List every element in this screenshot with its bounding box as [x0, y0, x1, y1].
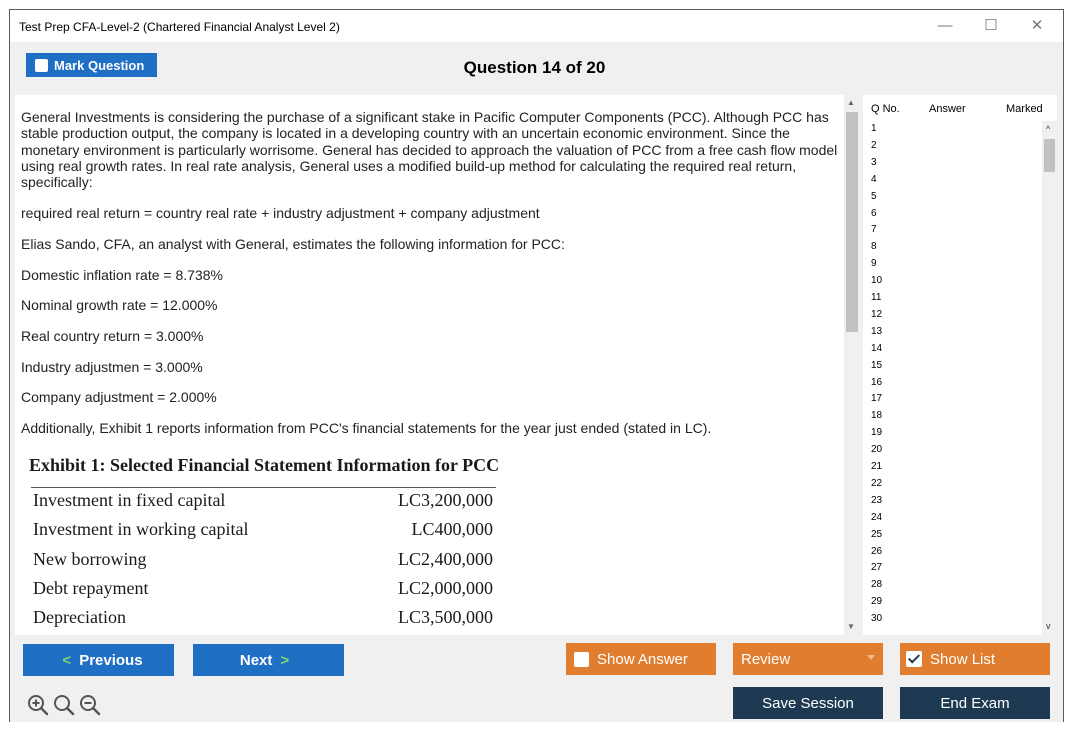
dropdown-arrow-icon [867, 655, 875, 660]
question-paragraph: General Investments is considering the purchase of a significant stake in Pacific Computer Components (PCC). Although PCC has stable production output, the company is located in a developing country with an uncertain economic environment. Since the monetary environment is particularly worrisome. General has decided to approach the valuation of PCC from a free cash flow model using real growth rates. In real rate analysis, General uses a modified build-up method for calculating the required real return, specifically: [21, 109, 838, 191]
scroll-up-arrow-icon[interactable]: ▲ [847, 98, 855, 107]
question-list-item[interactable]: 18 [871, 410, 883, 422]
question-list-item[interactable]: 13 [871, 325, 883, 337]
question-list-item[interactable]: 2 [871, 139, 877, 151]
exhibit-row [33, 607, 503, 635]
exam-body [10, 42, 1063, 722]
exhibit-row [33, 549, 503, 577]
exhibit-row-value: LC3,200,000 [397, 490, 493, 510]
question-list-item[interactable]: 5 [871, 190, 877, 202]
previous-button[interactable] [23, 644, 174, 676]
question-list-item[interactable]: 30 [871, 613, 883, 625]
question-list-item[interactable]: 23 [871, 494, 883, 506]
chevron-right-icon: > [280, 651, 290, 669]
previous-label: Previous [79, 651, 143, 669]
title-bar [10, 10, 1063, 42]
question-list-item[interactable]: 12 [871, 308, 883, 320]
exhibit-row-value: LC2,400,000 [397, 549, 493, 569]
question-list-item[interactable]: 4 [871, 173, 877, 185]
end-exam-button[interactable]: End Exam [900, 687, 1050, 719]
question-list-item[interactable]: 22 [871, 477, 883, 489]
question-list-scroll-thumb[interactable] [1044, 139, 1055, 172]
industry-adjustment-line: Industry adjustmen = 3.000% [21, 359, 203, 375]
question-list-item[interactable]: 28 [871, 579, 883, 591]
zoom-reset-icon[interactable] [53, 694, 75, 716]
save-session-button[interactable]: Save Session [733, 687, 883, 719]
app-window [9, 9, 1064, 722]
question-list-item[interactable]: 14 [871, 342, 883, 354]
exhibit-divider [31, 487, 496, 488]
exhibit-title: Exhibit 1: Selected Financial Statement Information for PCC [29, 455, 500, 475]
growth-line: Nominal growth rate = 12.000% [21, 297, 218, 313]
exhibit-table [27, 450, 547, 635]
show-list-button[interactable] [900, 643, 1050, 675]
window-title: Test Prep CFA-Level-2 (Chartered Financial Analyst Level 2) [19, 20, 340, 34]
review-label: Review [741, 650, 791, 668]
exhibit-row-label: Investment in fixed capital [33, 490, 226, 510]
question-list-item[interactable]: 27 [871, 562, 883, 574]
question-list-item[interactable]: 17 [871, 393, 883, 405]
inflation-line: Domestic inflation rate = 8.738% [21, 267, 223, 283]
question-list-item[interactable]: 19 [871, 427, 883, 439]
question-panel [15, 95, 860, 635]
show-answer-checkbox-icon [574, 652, 589, 667]
question-list-scrollbar[interactable] [1042, 121, 1057, 635]
question-list-item[interactable]: 3 [871, 156, 877, 168]
maximize-button[interactable]: ☐ [984, 17, 998, 34]
question-list-item[interactable]: 6 [871, 207, 877, 219]
question-list-item[interactable]: 9 [871, 258, 877, 270]
mark-checkbox-icon [35, 59, 48, 72]
exhibit-row-label: New borrowing [33, 549, 147, 569]
analyst-line: Elias Sando, CFA, an analyst with General, estimates the following information for PCC: [21, 236, 565, 252]
question-list-item[interactable]: 29 [871, 596, 883, 608]
question-scroll-thumb[interactable] [846, 112, 858, 332]
formula-line: required real return = country real rate + industry adjustment + company adjustment [21, 205, 540, 221]
exhibit-row-value: LC2,000,000 [397, 578, 493, 598]
question-list-item[interactable]: 21 [871, 461, 883, 472]
question-list-item[interactable]: 1 [871, 123, 877, 134]
next-button[interactable] [193, 644, 344, 676]
list-scroll-down-icon[interactable]: v [1046, 621, 1051, 631]
next-label: Next [239, 651, 273, 669]
show-answer-label: Show Answer [597, 650, 688, 668]
country-return-line: Real country return = 3.000% [21, 328, 204, 344]
question-scrollbar[interactable] [844, 95, 860, 635]
chevron-left-icon: < [62, 651, 72, 669]
question-list-item[interactable]: 24 [871, 511, 883, 523]
company-adjustment-line: Company adjustment = 2.000% [21, 389, 217, 405]
minimize-button[interactable]: — [937, 17, 953, 34]
exhibit-intro-line: Additionally, Exhibit 1 reports information from PCC's financial statements for the year just ended (stated in LC). [21, 420, 712, 436]
close-button[interactable]: ✕ [1030, 17, 1044, 34]
zoom-in-icon[interactable] [27, 694, 49, 716]
marked-column-header: Marked [1006, 103, 1043, 115]
exhibit-row-value: LC400,000 [411, 519, 493, 539]
exhibit-row-label: Depreciation [33, 607, 126, 627]
question-list-item[interactable]: 20 [871, 444, 883, 456]
mark-question-button[interactable] [26, 53, 157, 77]
question-list-item[interactable]: 15 [871, 359, 883, 371]
question-list-item[interactable]: 16 [871, 376, 883, 388]
question-list-header [863, 95, 1057, 121]
exhibit-row-value: LC3,500,000 [397, 607, 493, 627]
zoom-out-icon[interactable] [79, 694, 101, 716]
question-list-panel [863, 95, 1057, 635]
show-list-checkbox-icon [906, 651, 922, 667]
list-scroll-up-icon[interactable]: ^ [1046, 124, 1051, 134]
show-answer-button[interactable] [566, 643, 716, 675]
scroll-down-arrow-icon[interactable]: ▼ [847, 622, 855, 631]
answer-column-header: Answer [929, 103, 966, 115]
question-list-item[interactable]: 25 [871, 528, 883, 540]
question-counter: Question 14 of 20 [463, 58, 606, 77]
exhibit-row-label: Investment in working capital [33, 519, 249, 539]
review-dropdown[interactable] [733, 643, 883, 675]
mark-question-label: Mark Question [54, 57, 145, 73]
question-list-item[interactable]: 26 [871, 545, 883, 557]
show-list-label: Show List [930, 650, 996, 668]
exhibit-row [33, 578, 503, 606]
question-list-item[interactable]: 10 [871, 275, 883, 287]
qno-column-header: Q No. [871, 103, 900, 115]
exhibit-row [33, 519, 503, 547]
question-list-item[interactable]: 8 [871, 241, 877, 253]
exhibit-row [33, 490, 503, 518]
exhibit-row-label: Debt repayment [33, 578, 149, 598]
question-list-item[interactable]: 7 [871, 224, 877, 236]
question-list-item[interactable]: 11 [871, 292, 882, 303]
